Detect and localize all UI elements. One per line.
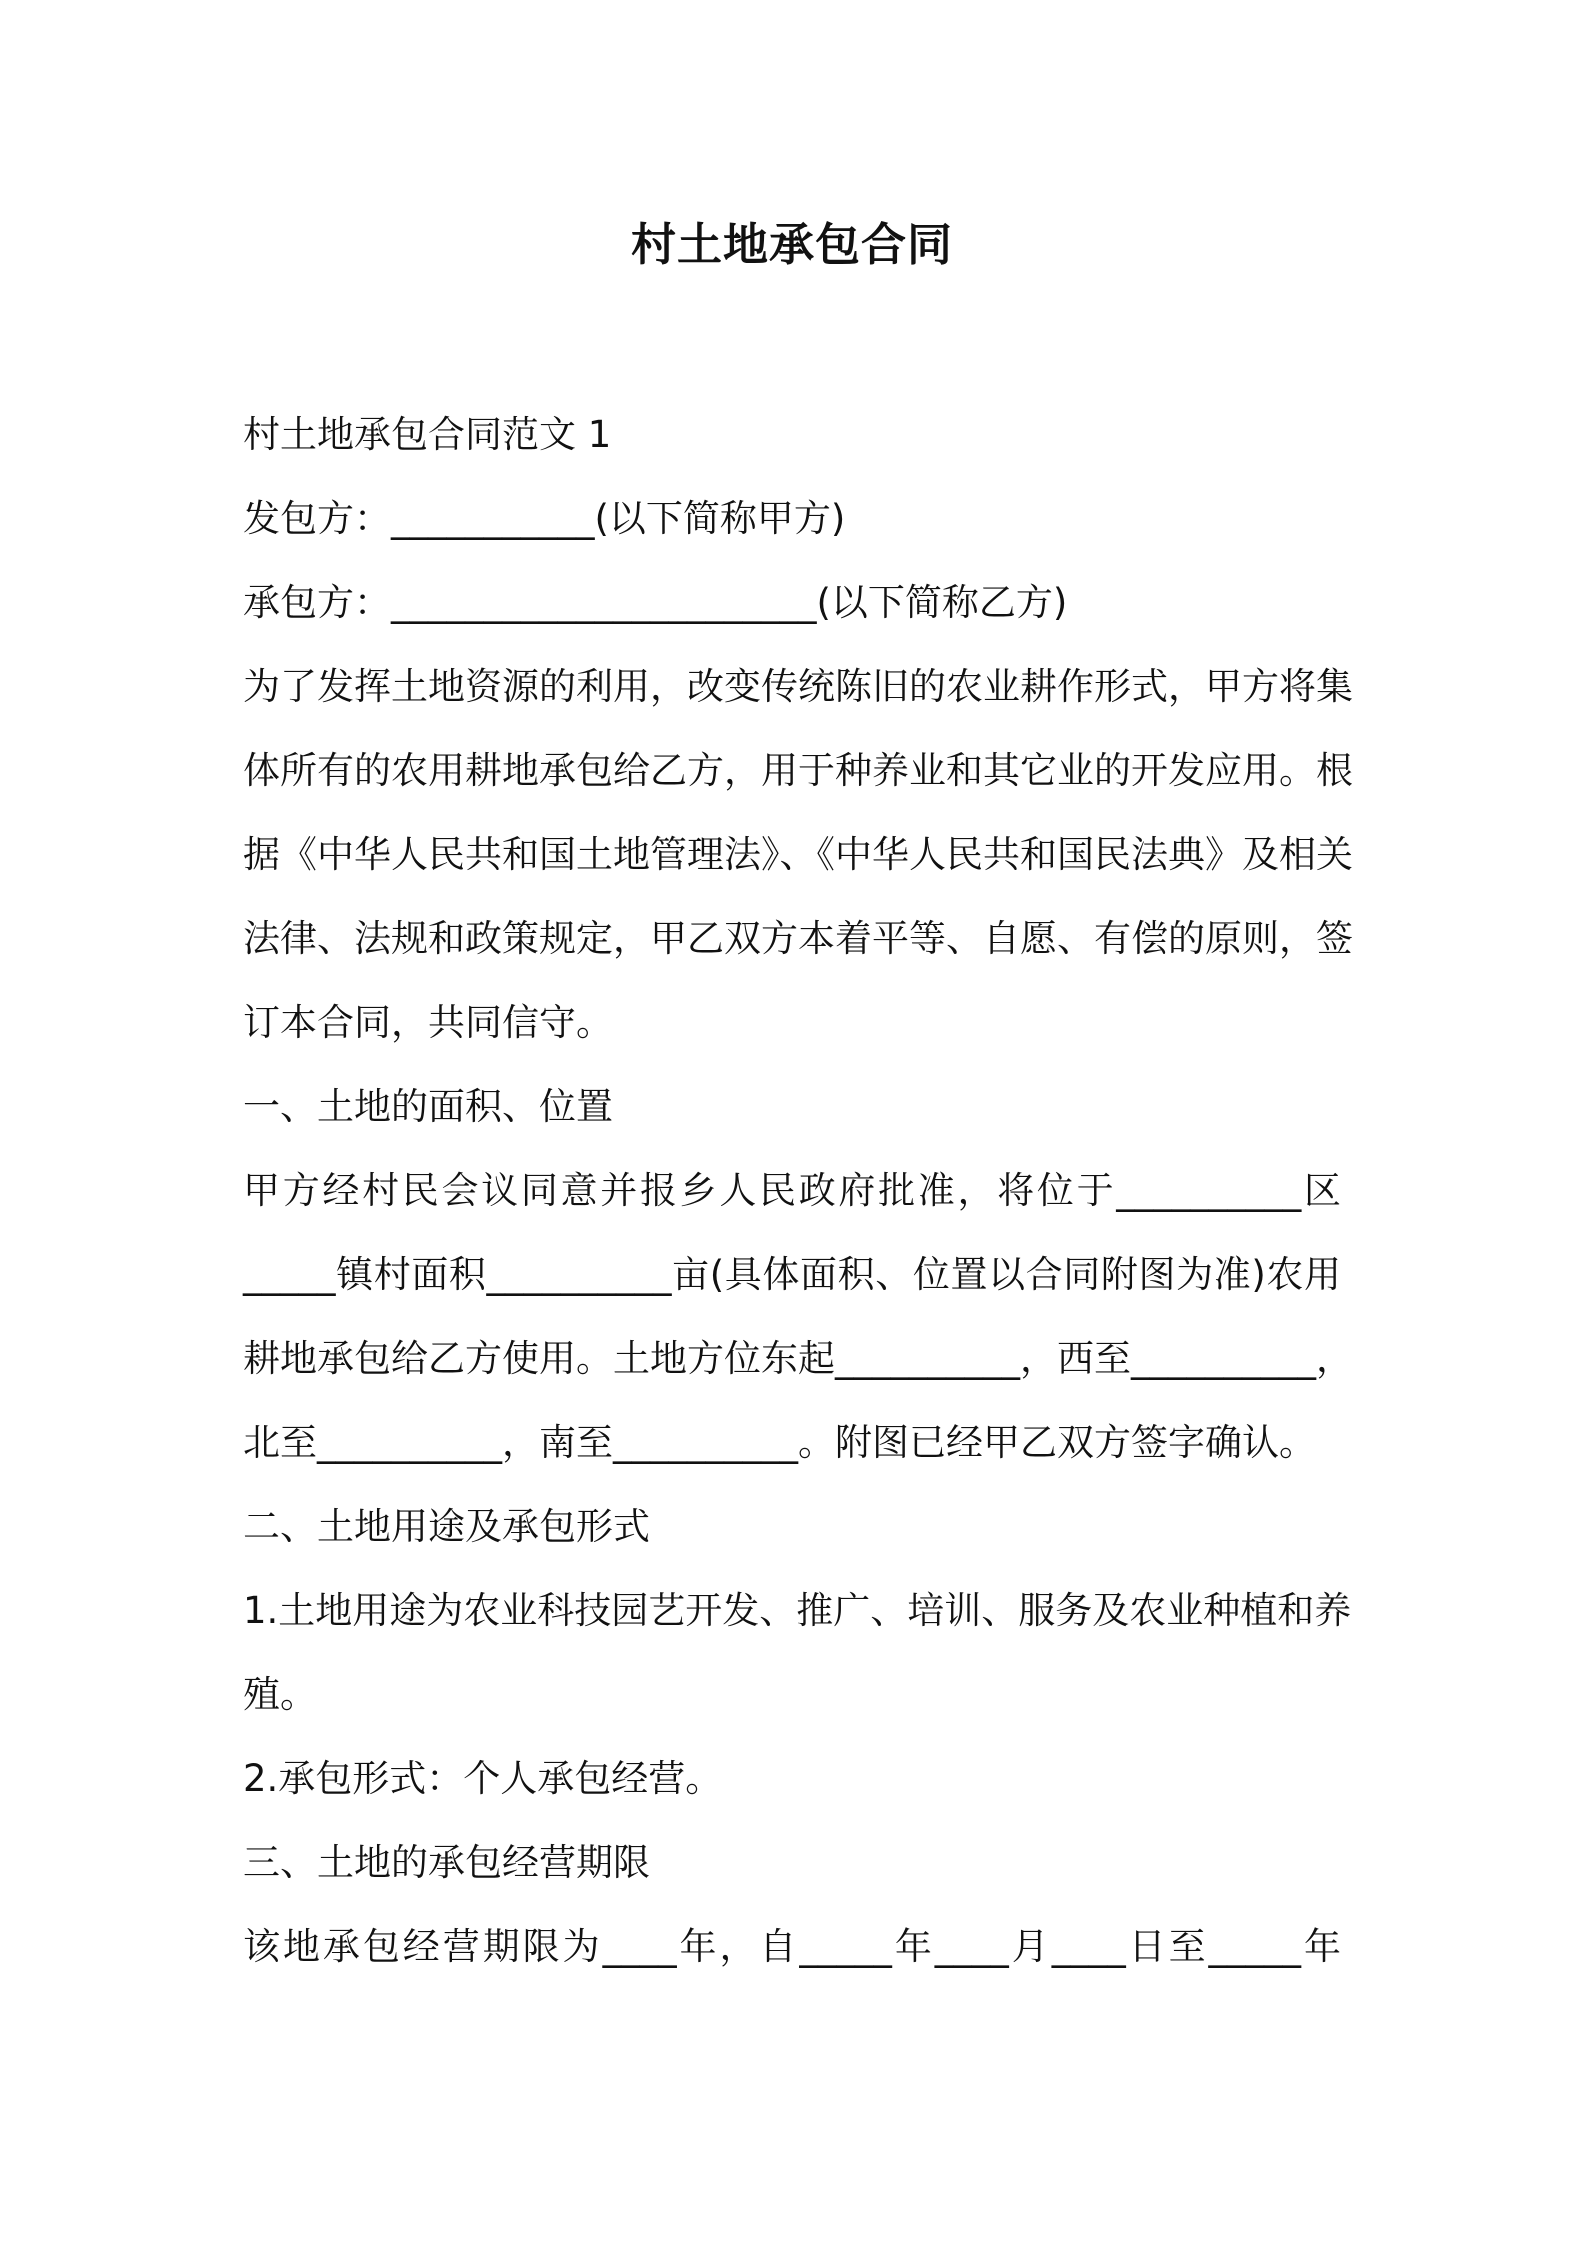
article-1-line-1: 甲方经村民会议同意并报乡人民政府批准，将位于__________区: [243, 1169, 1341, 1212]
article-2-heading: 二、土地用途及承包形式: [243, 1505, 650, 1548]
article-1-line-3: 耕地承包给乙方使用。土地方位东起__________，西至__________，: [243, 1337, 1353, 1380]
preamble-line-1: 为了发挥土地资源的利用，改变传统陈旧的农业耕作形式，甲方将集: [243, 665, 1353, 708]
article-1-line-4: 北至__________，南至__________。附图已经甲乙双方签字确认。: [243, 1421, 1316, 1464]
article-2-item-2: 2.承包形式：个人承包经营。: [243, 1757, 723, 1800]
document-title: 村土地承包合同: [630, 218, 953, 271]
article-1-line-2: _____镇村面积__________亩(具体面积、位置以合同附图为准)农用: [243, 1253, 1341, 1296]
article-1-heading: 一、土地的面积、位置: [243, 1085, 613, 1128]
preamble-line-4: 法律、法规和政策规定，甲乙双方本着平等、自愿、有偿的原则，签: [243, 917, 1353, 960]
document-body: [243, 393, 1353, 1989]
section-heading-sample-1: 村土地承包合同范文 1: [243, 413, 612, 456]
article-2-item-1-line-2: 殖。: [243, 1673, 317, 1716]
preamble-line-2: 体所有的农用耕地承包给乙方，用于种养业和其它业的开发应用。根: [243, 749, 1353, 792]
article-3-line-1: 该地承包经营期限为____年，自_____年____月____日至_____年: [243, 1925, 1341, 1968]
article-2-item-1-line-1: 1.土地用途为农业科技园艺开发、推广、培训、服务及农业种植和养: [243, 1589, 1352, 1632]
preamble-line-3: 据《中华人民共和国土地管理法》、《中华人民共和国民法典》及相关: [243, 833, 1353, 876]
party-b-line: 承包方：_______________________(以下简称乙方): [243, 581, 1068, 624]
preamble-line-5: 订本合同，共同信守。: [243, 1001, 613, 1044]
article-3-heading: 三、土地的承包经营期限: [243, 1841, 650, 1884]
party-a-line: 发包方：___________(以下简称甲方): [243, 497, 846, 540]
